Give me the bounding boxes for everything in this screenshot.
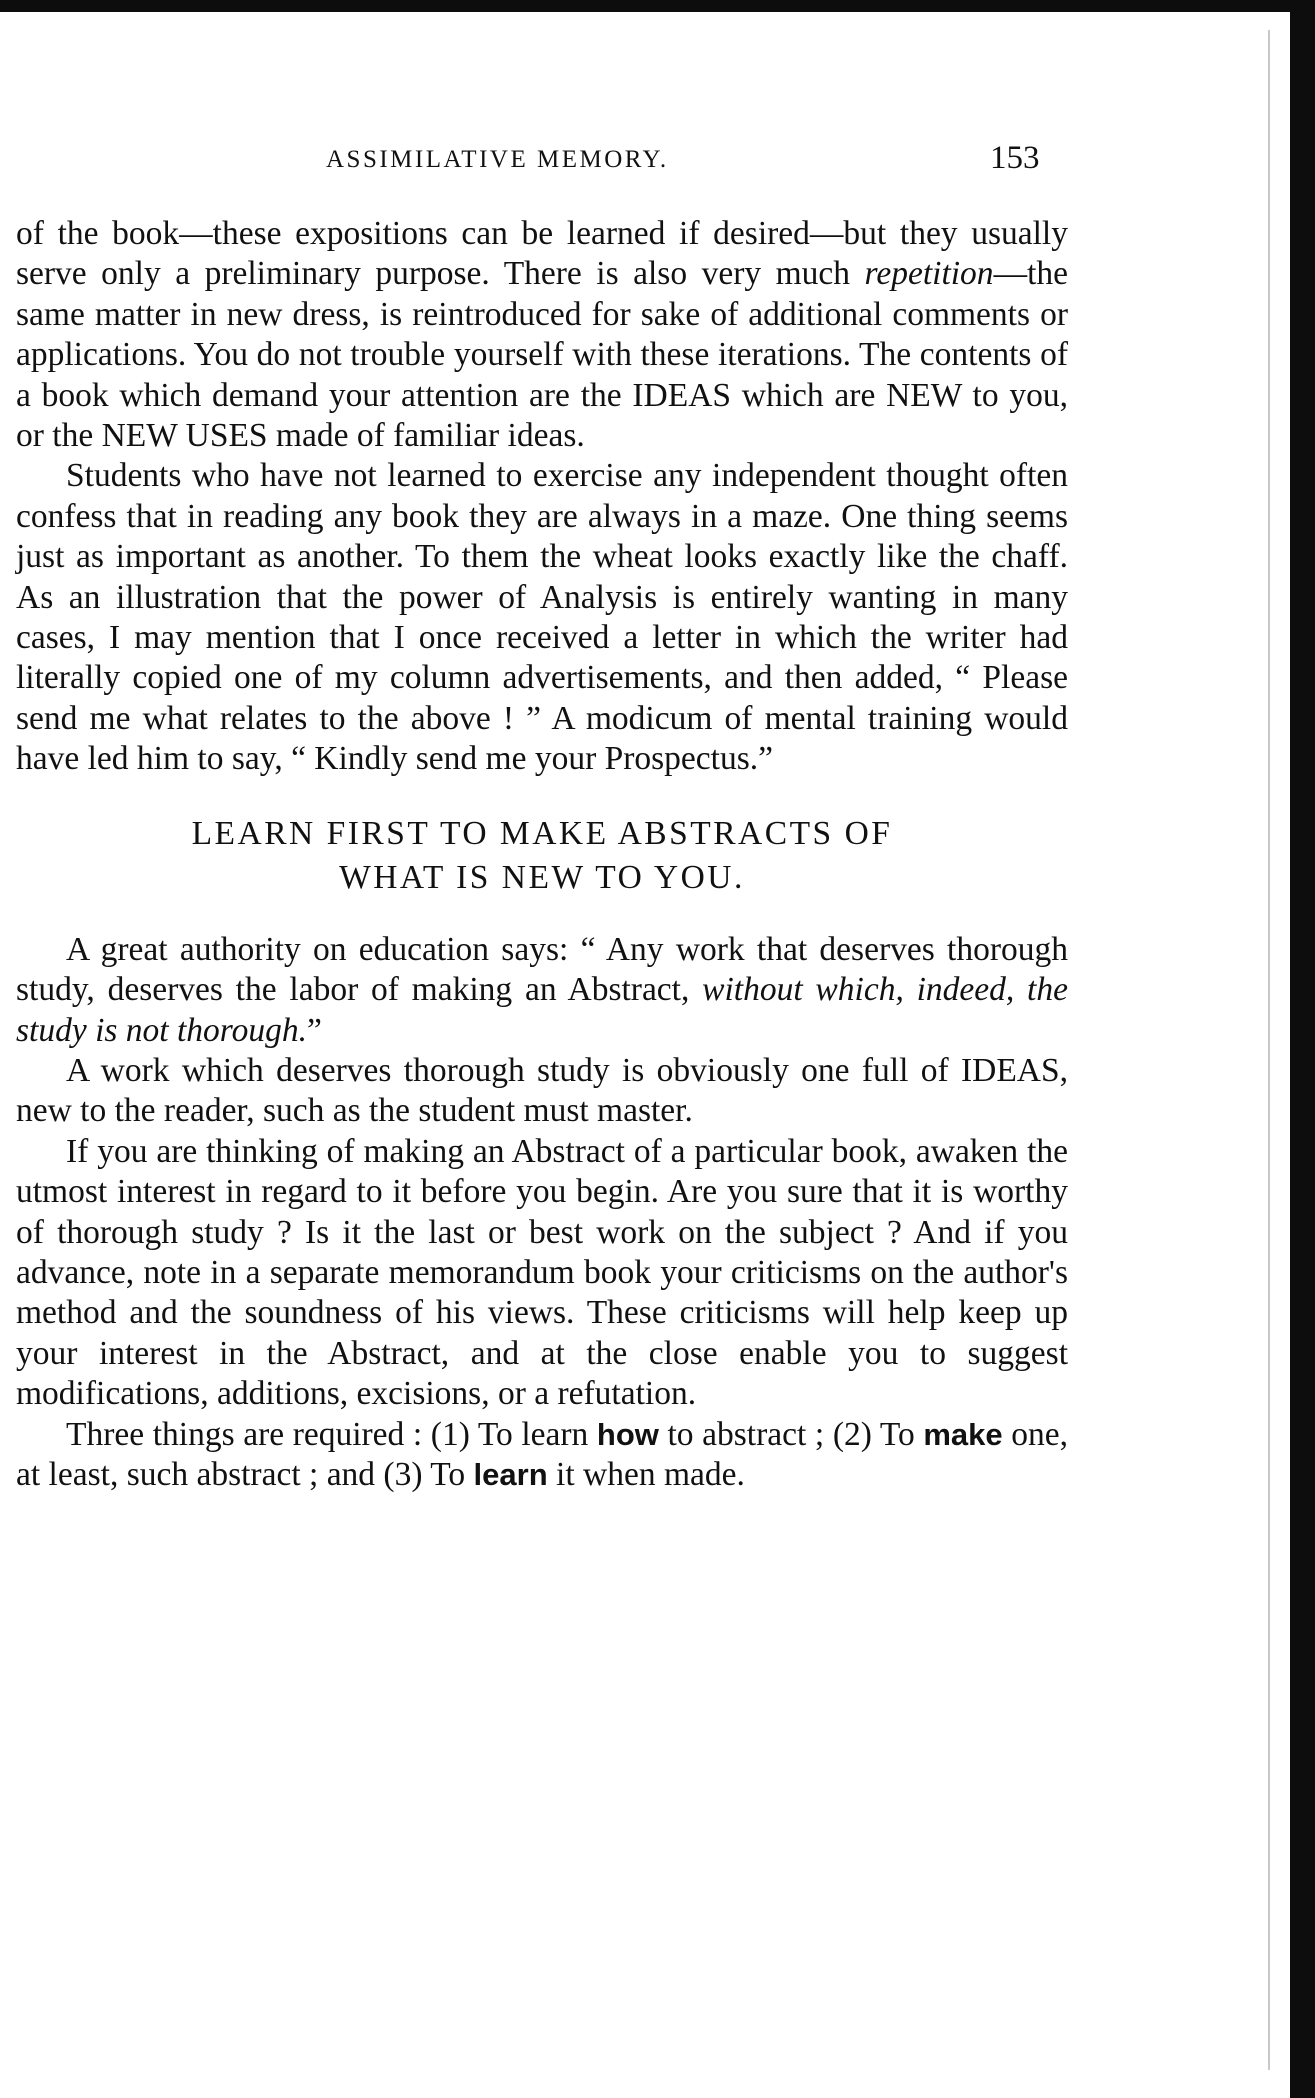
paragraph-text: Three things are required : (1) To learn [66, 1415, 597, 1453]
page-right-shadow [1290, 0, 1315, 2098]
italic-quote: without which, indeed, the study is not thorough. [16, 971, 1068, 1049]
closing-quote: ” [306, 1011, 322, 1049]
bold-learn: learn [473, 1456, 548, 1492]
page-number: 153 [990, 140, 1040, 176]
paragraph-three-things [16, 1415, 1068, 1496]
running-title: ASSIMILATIVE MEMORY. [326, 146, 669, 173]
section-heading [16, 812, 1068, 900]
paragraph-continuation [16, 214, 1068, 456]
section-heading-line-2: WHAT IS NEW TO YOU. [339, 858, 745, 896]
paragraph-abstract: If you are thinking of making an Abstract of a particular book, awaken the utmost interest in regard to it before you begin. Are you sure that it is worthy of thorough study ? Is it the last or best work on the subject ? And if you advance, note in a separate memorandum book your criticisms on the author's method and the soundness of his views. These criticisms will help keep up your interest in the Abstract, and at the close enable you to suggest modifications, additions, excisions, or a refutation. [16, 1132, 1068, 1413]
paragraph-text: of the book—these expositions can be learned if desired—but they usually serve only a preliminary purpose. There is also very much [16, 215, 1068, 293]
paragraph-work: A work which deserves thorough study is obviously one full of IDEAS, new to the reader, such as the student must master. [16, 1051, 1068, 1130]
bold-how: how [596, 1416, 659, 1452]
bold-make: make [923, 1416, 1003, 1452]
running-header [16, 142, 1068, 182]
paragraph-authority [16, 930, 1068, 1051]
book-page [16, 0, 1068, 2098]
italic-repetition: repetition [864, 255, 994, 293]
section-heading-line-1: LEARN FIRST TO MAKE ABSTRACTS OF [191, 814, 893, 852]
body-text [16, 214, 1068, 1495]
paragraph-text: it when made. [547, 1455, 745, 1493]
paragraph-text: A great authority on education says: “ Any work that deserves thorough study, deserves the labor of making an Abstract, [16, 930, 1068, 1009]
binding-line [1268, 30, 1270, 2070]
paragraph-students: Students who have not learned to exercise any independent thought often confess that in reading any book they are always in a maze. One thing seems just as important as another. To them the wheat looks exactly like the chaff. As an illustration that the power of Analysis is entirely wanting in many cases, I may mention that I once received a letter in which the writer had literally copied one of my column advertisements, and then added, “ Please send me what relates to the above ! ” A modicum of mental training would have led him to say, “ Kindly send me your Prospectus.” [16, 457, 1068, 778]
paragraph-text: to abstract ; (2) To [658, 1415, 924, 1453]
paragraph-text: —the same matter in new dress, is reintroduced for sake of additional comments or applications. You do not trouble yourself with these iterations. The contents of a book which demand your attention are the IDEAS which are NEW to you, or the NEW USES made of familiar ideas. [16, 255, 1068, 455]
paragraph-text: one, at least, such abstract ; and (3) To [16, 1415, 1068, 1493]
